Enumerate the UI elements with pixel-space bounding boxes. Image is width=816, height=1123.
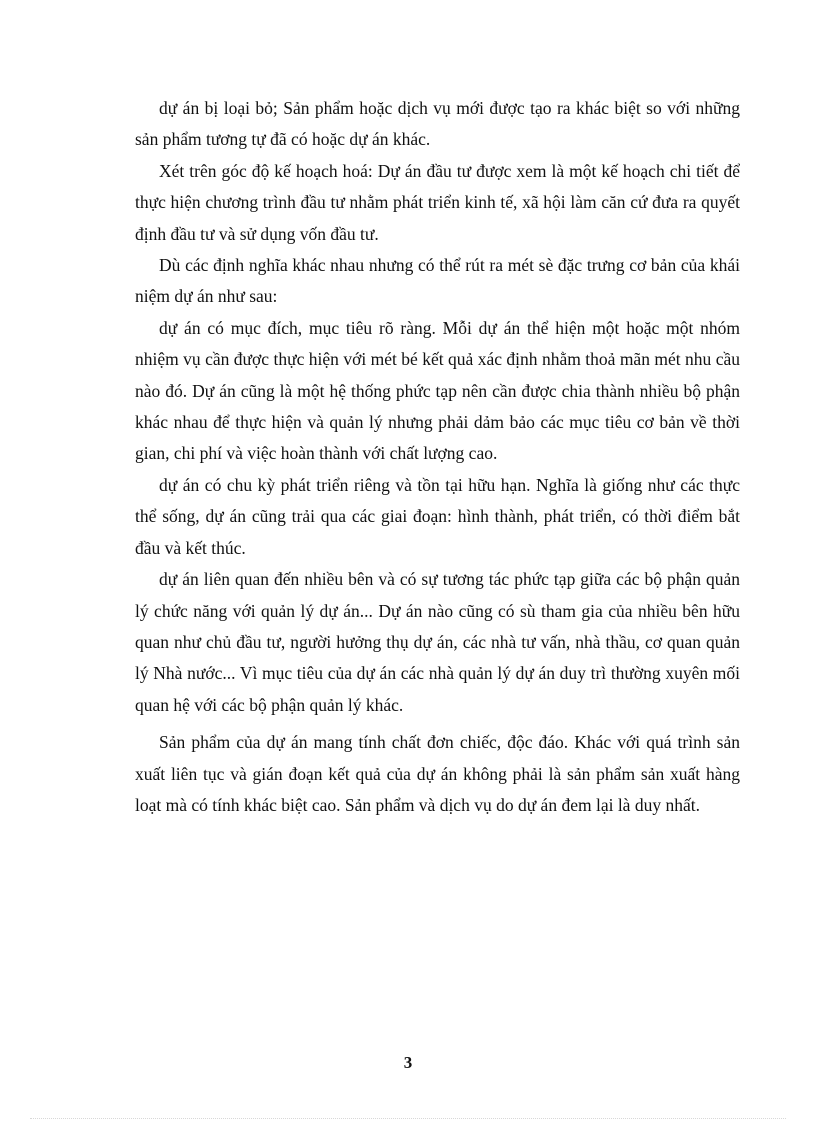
- paragraph-5: dự án có chu kỳ phát triển riêng và tồn tại hữu hạn. Nghĩa là giống như các thực thể sống, dự án cũng trải qua các giai đoạn: hình thành, phát triển, có thời điểm bắt đầu và kết thúc.: [135, 474, 740, 558]
- paragraph-4: dự án có mục đích, mục tiêu rõ ràng. Mỗi dự án thể hiện một hoặc một nhóm nhiệm vụ cần được thực hiện với mét bé kết quả xác định nhằm thoả mãn mét nhu cầu nào đó. Dự án cũng là một hệ thống phức tạp nên cần được chia thành nhiều bộ phận khác nhau để thực hiện và quản lý nhưng phải dảm bảo các mục tiêu cơ bản về thời gian, chi phí và việc hoàn thành với chất lượng cao.: [135, 317, 740, 464]
- page-body: [135, 93, 740, 821]
- paragraph-6: dự án liên quan đến nhiều bên và có sự tương tác phức tạp giữa các bộ phận quản lý chức năng với quản lý dự án... Dự án nào cũng có sù tham gia của nhiều bên hữu quan như chủ đầu tư, người hưởng thụ dự án, các nhà tư vấn, nhà thầu, cơ quan quản lý Nhà nước... Vì mục tiêu của dự án các nhà quản lý dự án duy trì thường xuyên mối quan hệ với các bộ phận quản lý khác.: [135, 569, 740, 715]
- paragraph-2: Xét trên góc độ kế hoạch hoá: Dự án đầu tư được xem là một kế hoạch chi tiết để thực hiện chương trình đầu tư nhằm phát triển kinh tế, xã hội làm căn cứ đưa ra quyết định đầu tư và sử dụng vốn đầu tư.: [135, 160, 740, 244]
- page-bottom-divider: [30, 1118, 786, 1119]
- paragraph-3: Dù các định nghĩa khác nhau nhưng có thể rút ra mét sè đặc trưng cơ bản của khái niệm dự án như sau:: [135, 255, 740, 307]
- paragraph-1: dự án bị loại bỏ; Sản phẩm hoặc dịch vụ mới được tạo ra khác biệt so với những sản phẩm tương tự đã có hoặc dự án khác.: [135, 98, 740, 150]
- page-number: 3: [403, 1053, 413, 1072]
- paragraph-7: Sản phẩm của dự án mang tính chất đơn chiếc, độc đáo. Khác với quá trình sản xuất liên tục và gián đoạn kết quả của dự án không phải là sản phẩm sản xuất hàng loạt mà có tính khác biệt cao. Sản phẩm và dịch vụ do dự án đem lại là duy nhất.: [135, 732, 740, 815]
